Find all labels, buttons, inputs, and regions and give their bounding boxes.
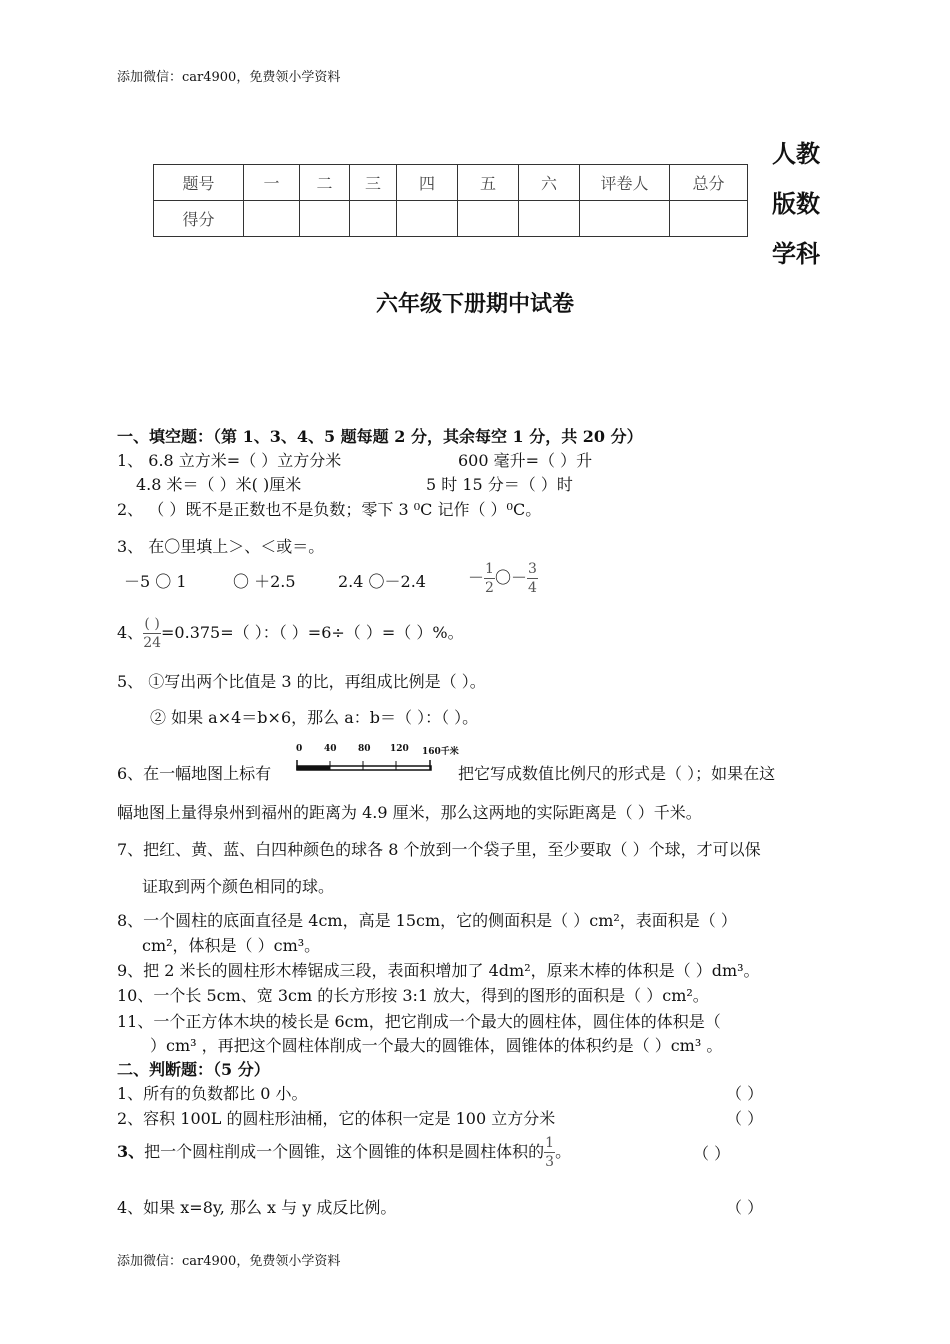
scale-label: 160千米 [422, 747, 459, 757]
side-title-line: 人教 [772, 140, 820, 168]
page-title: 六年级下册期中试卷 [375, 292, 574, 317]
denominator: 2 [485, 580, 494, 596]
score-cell[interactable] [300, 201, 350, 237]
question-1d: 5 时 15 分＝（ ）时 [426, 475, 573, 494]
score-cell[interactable] [397, 201, 458, 237]
scale-ruler [296, 758, 432, 772]
question-number: 4、 [117, 623, 144, 642]
table-cell: 一 [244, 165, 300, 201]
denominator: 24 [143, 635, 162, 651]
score-table [153, 164, 748, 237]
question-11b: ）cm³ ，再把这个圆柱体削成一个最大的圆锥体，圆锥体的体积约是（ ）cm³ 。 [150, 1036, 723, 1055]
compare-item: －5 〇 1 [124, 572, 187, 591]
question-6a-right: 把它写成数值比例尺的形式是（ ）；如果在这 [458, 764, 776, 783]
compare-item: 2.4 〇－2.4 [338, 572, 426, 591]
table-cell: 五 [458, 165, 519, 201]
score-table-score-row [154, 201, 748, 237]
fraction [527, 562, 538, 595]
fraction [544, 1136, 555, 1169]
question-number: 3、 [117, 1142, 145, 1161]
judgement-3 [117, 1136, 571, 1169]
question-4-rest: =0.375=（ ）：（ ）=6÷（ ）=（ ）%。 [161, 623, 464, 642]
table-cell: 评卷人 [580, 165, 670, 201]
question-4 [117, 617, 464, 650]
score-cell[interactable] [580, 201, 670, 237]
question-1a: 1、 6.8 立方米=（ ）立方分米 [117, 451, 342, 470]
question-8b: cm²，体积是（ ）cm³。 [142, 936, 321, 955]
fraction [143, 617, 161, 650]
question-9: 9、把 2 米长的圆柱形木棒锯成三段，表面积增加了 4dm²，原来木棒的体积是（ ）dm³。 [117, 961, 760, 980]
answer-blank[interactable]: （ ） [726, 1198, 764, 1217]
table-cell: 得分 [154, 201, 244, 237]
question-6a-left: 6、在一幅地图上标有 [117, 764, 272, 783]
footer-note: 添加微信：car4900，免费领小学资料 [117, 1254, 341, 1269]
question-7b: 证取到两个颜色相同的球。 [142, 877, 335, 896]
score-cell[interactable] [244, 201, 300, 237]
score-cell[interactable] [670, 201, 748, 237]
table-cell: 题号 [154, 165, 244, 201]
numerator: 1 [485, 561, 494, 577]
table-cell: 二 [300, 165, 350, 201]
scale-label: 120 [390, 744, 409, 754]
judgement-2: 2、容积 100L 的圆柱形油桶，它的体积一定是 100 立方分米 [117, 1109, 556, 1128]
numerator: 1 [545, 1135, 555, 1151]
scale-label: 0 [296, 744, 303, 754]
minus-sign: － [468, 568, 485, 587]
scale-label: 80 [358, 744, 371, 754]
map-scale-bar [296, 744, 459, 780]
numerator: 3 [527, 561, 537, 577]
question-5b: ② 如果 a×4＝b×6，那么 a：b＝（ ）：（ ）。 [150, 708, 479, 727]
question-11a: 11、一个正方体木块的棱长是 6cm，把它削成一个最大的圆柱体，圆住体的体积是（ [117, 1012, 721, 1031]
section-heading: 一、填空题：（第 1、3、4、5 题每题 2 分，其余每空 1 分，共 20 分） [117, 427, 643, 446]
scale-label: 40 [324, 744, 337, 754]
question-10: 10、一个长 5cm、宽 3cm 的长方形按 3:1 放大，得到的图形的面积是（ ）cm²。 [117, 986, 709, 1005]
denominator: 4 [527, 580, 537, 596]
side-title-line: 学科 [772, 240, 820, 268]
question-6b: 幅地图上量得泉州到福州的距离为 4.9 厘米，那么这两地的实际距离是（ ）千米。 [117, 803, 702, 822]
question-3: 3、 在〇里填上＞、＜或＝。 [117, 537, 325, 556]
fraction [484, 562, 495, 595]
question-7a: 7、把红、黄、蓝、白四种颜色的球各 8 个放到一个袋子里，至少要取（ ）个球，才可以保 [117, 840, 761, 859]
compare-circle: 〇－ [494, 568, 527, 587]
denominator: 3 [545, 1154, 555, 1170]
table-cell: 三 [350, 165, 397, 201]
compare-fraction-item [468, 562, 538, 595]
question-5a: 5、 ①写出两个比值是 3 的比，再组成比例是（ ）。 [117, 672, 486, 691]
answer-blank[interactable]: （ ） [693, 1144, 731, 1163]
side-title-line: 版数 [772, 190, 820, 218]
section-heading: 二、判断题：（5 分） [117, 1060, 270, 1079]
judgement-4: 4、如果 x=8y, 那么 x 与 y 成反比例。 [117, 1198, 397, 1217]
question-2: 2、 （ ）既不是正数也不是负数；零下 3 ⁰C 记作（ ）⁰C。 [117, 500, 542, 519]
table-cell: 总分 [670, 165, 748, 201]
table-cell: 六 [519, 165, 580, 201]
question-1b: 600 毫升=（ ）升 [458, 451, 593, 470]
score-cell[interactable] [519, 201, 580, 237]
numerator: ( ) [144, 616, 160, 632]
score-cell[interactable] [458, 201, 519, 237]
answer-blank[interactable]: （ ） [726, 1084, 764, 1103]
judgement-1: 1、所有的负数都比 0 小。 [117, 1084, 308, 1103]
answer-blank[interactable]: （ ） [726, 1109, 764, 1128]
score-table-header-row [154, 165, 748, 201]
judgement-3-text: 把一个圆柱削成一个圆锥，这个圆锥的体积是圆柱体积的 [144, 1142, 545, 1161]
table-cell: 四 [397, 165, 458, 201]
header-note: 添加微信：car4900，免费领小学资料 [117, 70, 341, 85]
question-8a: 8、一个圆柱的底面直径是 4cm，高是 15cm，它的侧面积是（ ）cm²，表面积是（ ） [117, 911, 737, 930]
compare-item: 〇 ＋2.5 [233, 572, 296, 591]
score-cell[interactable] [350, 201, 397, 237]
judgement-3-tail: 。 [555, 1142, 572, 1161]
question-1c: 4.8 米＝（ ）米( )厘米 [136, 475, 302, 494]
